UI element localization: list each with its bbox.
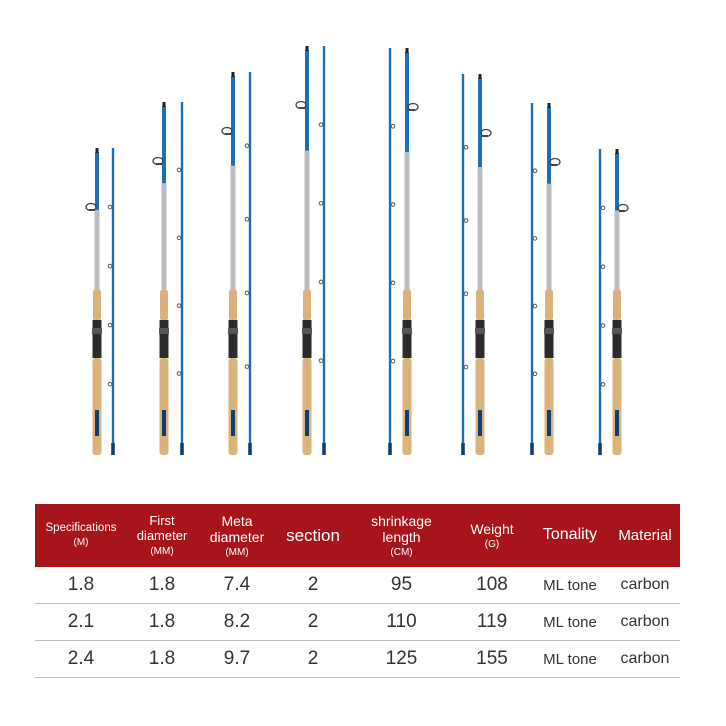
- cell-material: carbon: [610, 604, 680, 641]
- rod-reel-seat: [160, 320, 169, 358]
- rod-tip-guide: [391, 203, 395, 207]
- rod-reel-seat: [403, 320, 412, 358]
- rod-tip-top: [548, 103, 551, 108]
- rod-guide-foot: [619, 210, 625, 212]
- cell-tonality: ML tone: [530, 641, 610, 678]
- rod-tip-top: [479, 74, 482, 79]
- rod-1.8m: [86, 148, 115, 455]
- rod-tip-section: [389, 48, 391, 455]
- rod-seat-ring: [402, 328, 412, 334]
- rod-tip-guide: [245, 365, 249, 369]
- rod-tip-guide: [245, 218, 249, 222]
- rod-tip-guide: [177, 372, 181, 376]
- rod-guide-foot: [482, 135, 488, 137]
- rod-silver-section: [162, 183, 167, 290]
- rod-reel-seat: [229, 320, 238, 358]
- rod-tip-section: [323, 46, 325, 455]
- rod-fore-grip: [93, 290, 101, 320]
- cell-weight: 119: [454, 604, 530, 641]
- rod-tip-guide: [177, 304, 181, 308]
- rod-fore-grip: [613, 290, 621, 320]
- rod-blank: [405, 52, 409, 152]
- rod-tip-guide: [464, 292, 468, 296]
- rod-grip-label: [231, 410, 235, 436]
- specification-table: [35, 504, 680, 678]
- rod-tip-ferrule: [248, 443, 252, 455]
- rod-fore-grip: [545, 290, 553, 320]
- rod-fore-grip: [403, 290, 411, 320]
- rod-grip-label: [478, 410, 482, 436]
- rod-seat-ring: [92, 328, 102, 334]
- rod-tip-guide: [177, 236, 181, 240]
- rod-blank: [547, 107, 551, 184]
- rod-tip-ferrule: [461, 443, 465, 455]
- rod-fore-grip: [160, 290, 168, 320]
- header-shrinkage-length: shrinkage length (CM): [349, 504, 454, 567]
- rod-reel-seat: [476, 320, 485, 358]
- rod-2.7m-mirror: [388, 48, 418, 455]
- rod-silver-section: [305, 151, 310, 290]
- rod-rear-grip: [160, 358, 169, 455]
- rod-tip-ferrule: [598, 443, 602, 455]
- rod-tip-section: [249, 72, 251, 455]
- rod-grip-label: [95, 410, 99, 436]
- rod-rear-grip: [403, 358, 412, 455]
- table-row: [35, 567, 680, 604]
- rod-tip-section: [112, 148, 114, 455]
- rod-tip-guide: [245, 291, 249, 295]
- rod-guide-foot: [409, 109, 415, 111]
- rod-tip-guide: [464, 219, 468, 223]
- rod-grip-label: [305, 410, 309, 436]
- header-meta-diameter: Meta diameter (MM): [197, 504, 277, 567]
- rod-tip-guide: [533, 237, 537, 241]
- rod-silver-section: [615, 211, 620, 290]
- table-header-row: [35, 504, 680, 567]
- rod-silver-section: [95, 210, 100, 290]
- cell-first-diameter: 1.8: [127, 604, 197, 641]
- rod-tip-guide: [533, 304, 537, 308]
- rod-blank: [478, 78, 482, 167]
- cell-section: 2: [277, 604, 349, 641]
- rod-tip-guide: [391, 281, 395, 285]
- rod-tip-guide: [319, 280, 323, 284]
- cell-shrinkage-length: 110: [349, 604, 454, 641]
- rod-guide-foot: [156, 163, 162, 165]
- rod-tip-ferrule: [388, 443, 392, 455]
- header-specifications: Specifications (M): [35, 504, 127, 567]
- rod-grip-label: [162, 410, 166, 436]
- header-weight: Weight (G): [454, 504, 530, 567]
- rod-seat-ring: [159, 328, 169, 334]
- rod-reel-seat: [545, 320, 554, 358]
- rod-blank: [305, 50, 309, 151]
- rod-tip-guide: [464, 145, 468, 149]
- cell-section: 2: [277, 567, 349, 604]
- rod-tip-section: [531, 103, 533, 455]
- cell-shrinkage-length: 95: [349, 567, 454, 604]
- rod-tip-section: [462, 74, 464, 455]
- cell-meta-diameter: 9.7: [197, 641, 277, 678]
- rod-guide-foot: [89, 209, 95, 211]
- cell-section: 2: [277, 641, 349, 678]
- rod-tip-guide: [319, 123, 323, 127]
- header-first-diameter: First diameter (MM): [127, 504, 197, 567]
- rod-silver-section: [405, 152, 410, 290]
- rod-tip-guide: [108, 205, 112, 209]
- rod-blank: [162, 106, 166, 183]
- rod-seat-ring: [544, 328, 554, 334]
- rod-guide-foot: [225, 133, 231, 135]
- cell-meta-diameter: 8.2: [197, 604, 277, 641]
- rod-fore-grip: [303, 290, 311, 320]
- rod-tip-guide: [108, 382, 112, 386]
- rod-rear-grip: [303, 358, 312, 455]
- rod-2.4m: [222, 72, 252, 455]
- rod-tip-guide: [601, 206, 605, 210]
- rod-tip-guide: [533, 372, 537, 376]
- rod-tip-top: [232, 72, 235, 77]
- rod-rear-grip: [476, 358, 485, 455]
- rod-tip-section: [181, 102, 183, 455]
- cell-tonality: ML tone: [530, 567, 610, 604]
- rod-tip-ferrule: [322, 443, 326, 455]
- rod-fore-grip: [476, 290, 484, 320]
- rod-tip-top: [163, 102, 166, 107]
- rod-2.1m: [153, 102, 184, 455]
- rod-tip-ferrule: [111, 443, 115, 455]
- rod-tip-ferrule: [530, 443, 534, 455]
- cell-specifications: 2.1: [35, 604, 127, 641]
- rod-tip-section: [599, 149, 601, 455]
- rod-tip-guide: [601, 383, 605, 387]
- cell-shrinkage-length: 125: [349, 641, 454, 678]
- rod-grip-label: [405, 410, 409, 436]
- rod-seat-ring: [612, 328, 622, 334]
- rod-reel-seat: [303, 320, 312, 358]
- rod-seat-ring: [228, 328, 238, 334]
- rod-grip-label: [547, 410, 551, 436]
- rod-fore-grip: [229, 290, 237, 320]
- rod-silver-section: [547, 184, 552, 290]
- rod-blank: [95, 152, 99, 210]
- rod-tip-top: [616, 149, 619, 154]
- rod-2.7m: [296, 46, 326, 455]
- rod-silver-section: [478, 167, 483, 290]
- rod-rear-grip: [613, 358, 622, 455]
- rod-tip-guide: [108, 323, 112, 327]
- cell-material: carbon: [610, 641, 680, 678]
- rod-rear-grip: [93, 358, 102, 455]
- rod-seat-ring: [475, 328, 485, 334]
- table-row: [35, 641, 680, 678]
- rod-tip-guide: [391, 124, 395, 128]
- rod-guide-foot: [551, 164, 557, 166]
- cell-tonality: ML tone: [530, 604, 610, 641]
- rod-blank: [615, 153, 619, 211]
- rod-tip-guide: [177, 168, 181, 172]
- rod-tip-guide: [601, 324, 605, 328]
- cell-meta-diameter: 7.4: [197, 567, 277, 604]
- rod-tip-guide: [533, 169, 537, 173]
- rod-tip-guide: [464, 365, 468, 369]
- rod-1.8m-mirror: [598, 149, 628, 455]
- cell-weight: 155: [454, 641, 530, 678]
- cell-material: carbon: [610, 567, 680, 604]
- rod-tip-guide: [319, 202, 323, 206]
- cell-first-diameter: 1.8: [127, 567, 197, 604]
- rod-tip-guide: [319, 359, 323, 363]
- header-tonality: Tonality: [530, 504, 610, 567]
- rod-tip-top: [306, 46, 309, 51]
- rod-tip-ferrule: [180, 443, 184, 455]
- rod-2.4m-mirror: [461, 74, 491, 455]
- rod-seat-ring: [302, 328, 312, 334]
- rod-tip-top: [406, 48, 409, 53]
- cell-specifications: 2.4: [35, 641, 127, 678]
- rod-2.1m-mirror: [530, 103, 560, 455]
- rod-reel-seat: [93, 320, 102, 358]
- rod-tip-guide: [601, 265, 605, 269]
- rod-silver-section: [231, 166, 236, 290]
- rod-tip-guide: [391, 359, 395, 363]
- rod-guide-foot: [299, 107, 305, 109]
- rod-blank: [231, 76, 235, 166]
- rod-reel-seat: [613, 320, 622, 358]
- rod-rear-grip: [545, 358, 554, 455]
- rod-grip-label: [615, 410, 619, 436]
- cell-specifications: 1.8: [35, 567, 127, 604]
- rod-tip-guide: [108, 264, 112, 268]
- header-material: Material: [610, 504, 680, 567]
- header-section: section: [277, 504, 349, 567]
- cell-first-diameter: 1.8: [127, 641, 197, 678]
- rod-tip-guide: [245, 144, 249, 148]
- cell-weight: 108: [454, 567, 530, 604]
- rod-rear-grip: [229, 358, 238, 455]
- rod-tip-top: [96, 148, 99, 153]
- table-row: [35, 604, 680, 641]
